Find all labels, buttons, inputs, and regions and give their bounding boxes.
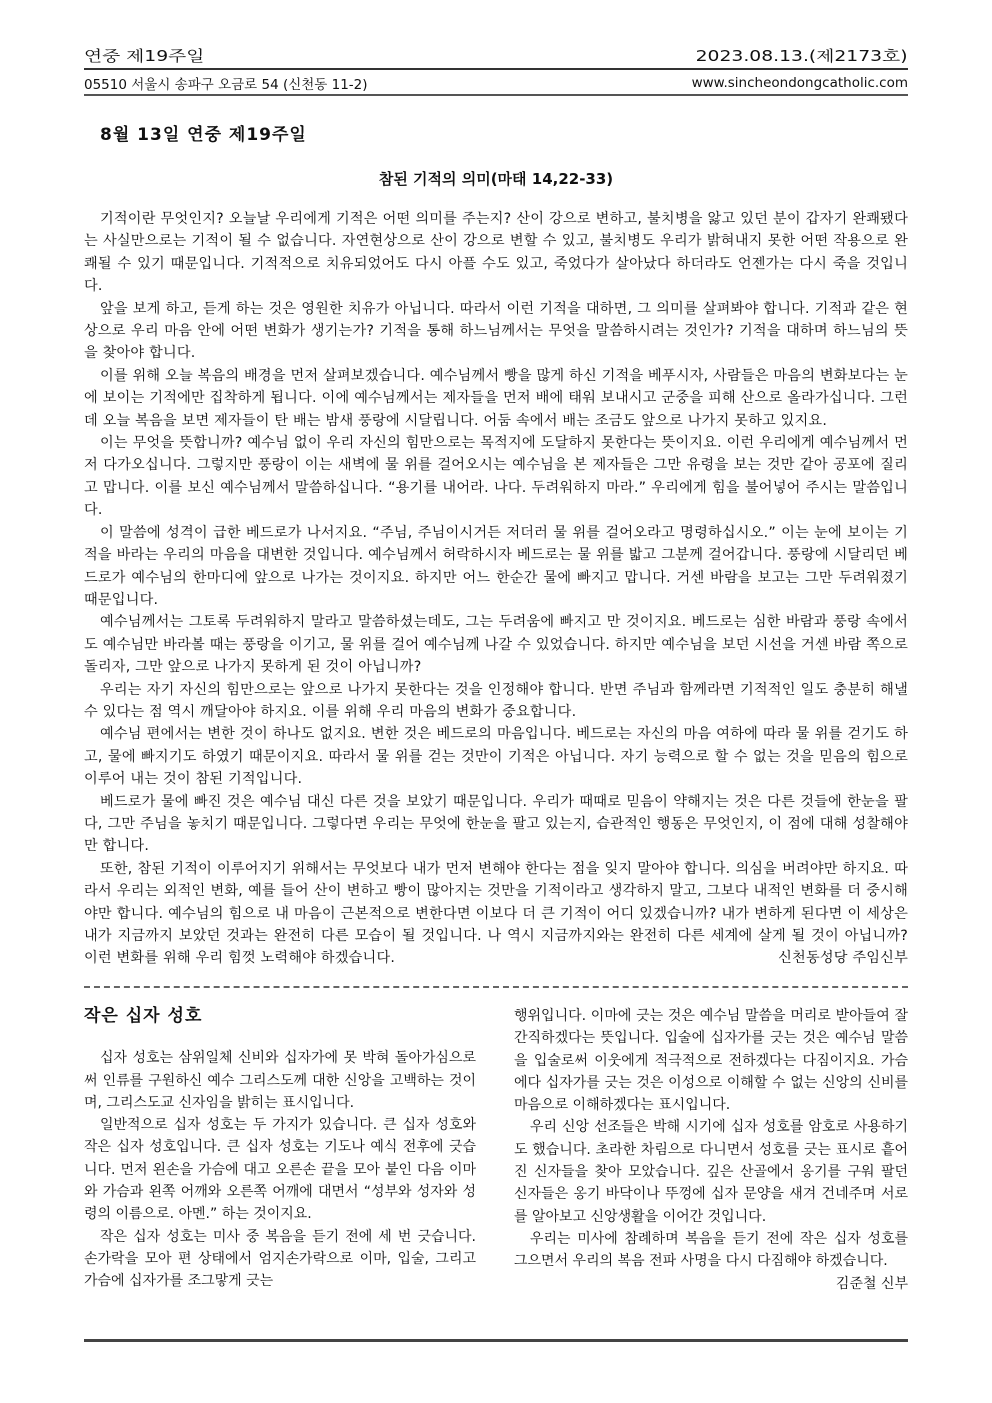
bottom-rule (84, 1339, 908, 1342)
section-paragraph: 행위입니다. 이마에 긋는 것은 예수님 말씀을 머리로 받아들여 잘 간직하겠다는 뜻입니다. 입술에 십자가를 긋는 것은 예수님 말씀을 입술로써 이웃에게 적극적으로 전하겠다는 다짐이지요. 가슴에다 십자가를 긋는 것은 이성으로 이해할 수 없는 신앙의 신비를 마음으로 이해하겠다는 표시입니다. (514, 1008, 908, 1114)
section-paragraph (514, 1228, 908, 1292)
section-paragraph: 십자 성호는 삼위일체 신비와 십자가에 못 박혀 돌아가심으로써 인류를 구원하신 예수 그리스도께 대한 신앙을 고백하는 것이며, 그리스도교 신자임을 밝히는 표시입니다. (84, 1050, 476, 1111)
article-paragraph: 예수님께서는 그토록 두려워하지 말라고 말씀하셨는데도, 그는 두려움에 빠지고 만 것이지요. 베드로는 심한 바람과 풍랑 속에서도 예수님만 바라볼 때는 풍랑을 이기고, 물 위를 걸어 예수님께 나갈 수 있었습니다. 하지만 예수님을 보던 시선을 거센 바람 쪽으로 돌리자, 그만 앞으로 나가지 못하게 된 것이 아닙니까? (84, 614, 908, 676)
article-subtitle: 참된 기적의 의미(마태 14,22-33) (378, 170, 614, 188)
section-paragraph-text: 우리는 미사에 참례하며 복음을 듣기 전에 작은 십자 성호를 그으면서 우리의 복음 전파 사명을 다시 다짐해야 하겠습니다. (514, 1230, 908, 1270)
article-paragraph: 이를 위해 오늘 복음의 배경을 먼저 살펴보겠습니다. 예수님께서 빵을 많게 하신 기적을 베푸시자, 사람들은 마음의 변화보다는 눈에 보이는 기적에만 집착하게 됩니다. 이에 예수님께서는 제자들을 먼저 배에 태워 보내시고 군중을 피해 산으로 올라가십니다. 그런데 오늘 복음을 보면 제자들이 탄 배는 밤새 풍랑에 시달립니다. 어둠 속에서 배는 조금도 앞으로 나가지 못하고 있지요. (84, 367, 908, 429)
article-paragraph: 또한, 참된 기적이 이루어지기 위해서는 무엇보다 내가 먼저 변해야 한다는 점을 잊지 말아야 합니다. 의심을 버려야만 하지요. 따라서 우리는 외적인 변화, 예를 들어 산이 변하고 빵이 많아지는 것만을 기적이라고 생각하지 말고, 그보다 내적인 변화를 더 중시해야만 합니다. 예수님의 힘으로 내 마음이 근본적으로 변한다면 이보다 더 큰 기적이 어디 있겠습니까? 내가 변하게 된다면 이 세상은 내가 지금까지 보았던 것과는 완전히 다른 모습이 될 것입니다. 나 역시 지금까지와는 완전히 다른 세계에 살게 될 것이 아닙니까? 이런 변화를 위해 우리 힘껏 노력해야 하겠습니다. (84, 860, 908, 967)
issue-date: 2023.08.13.(제2173호) (696, 47, 908, 65)
sign-of-cross-left-column (84, 1005, 476, 1293)
article-paragraph: 예수님 편에서는 변한 것이 하나도 없지요. 변한 것은 베드로의 마음입니다. 베드로는 자신의 마음 여하에 따라 물 위를 걷기도 하고, 물에 빠지기도 하였기 때문이지요. 따라서 물 위를 걷는 것만이 기적은 아닙니다. 자기 능력으로 할 수 없는 것을 믿음의 힘으로 이루어 내는 것이 참된 기적입니다. (84, 726, 908, 788)
article-paragraph: 베드로가 물에 빠진 것은 예수님 대신 다른 것을 보았기 때문입니다. 우리가 때때로 믿음이 약해지는 것은 다른 것들에 한눈을 팔다, 그만 주님을 놓치기 때문입니다. 그렇다면 우리는 무엇에 한눈을 팔고 있는지, 습관적인 행동은 무엇인지, 이 점에 대해 성찰해야만 합니다. (84, 793, 908, 855)
church-address: 05510 서울시 송파구 오금로 54 (신천동 11-2) (84, 77, 368, 93)
section-title: 작은 십자 성호 (84, 1006, 203, 1026)
section-divider (84, 986, 908, 988)
article-paragraph: 이는 무엇을 뜻합니까? 예수님 없이 우리 자신의 힘만으로는 목적지에 도달하지 못한다는 뜻이지요. 이런 우리에게 예수님께서 먼저 다가오십니다. 그렇지만 풍랑이 이는 새벽에 물 위를 걸어오시는 예수님을 본 제자들은 그만 유령을 보는 것만 같아 공포에 질리고 맙니다. 이를 보신 예수님께서 말씀하십니다. “용기를 내어라. 나다. 두려워하지 마라.” 우리에게 힘을 불어넣어 주시는 말씀입니다. (84, 435, 908, 519)
website-link[interactable]: www.sincheondongcatholic.com (691, 75, 908, 91)
address-bar (84, 72, 908, 96)
page-title: 8월 13일 연중 제19주일 (100, 125, 307, 145)
sign-of-cross-right-column (514, 1005, 908, 1295)
article-paragraph: 이 말씀에 성격이 급한 베드로가 나서지요. “주님, 주님이시거든 저더러 물 위를 걸어오라고 명령하십시오.” 이는 눈에 보이는 기적을 바라는 우리의 마음을 대변한 것입니다. 예수님께서 허락하시자 베드로는 물 위를 밟고 그분께 걸어갑니다. 풍랑에 시달리던 베드로가 예수님의 한마디에 앞으로 나가는 것이지요. 하지만 어느 한순간 물에 빠지고 맙니다. 거센 바람을 보고는 그만 두려워졌기 때문입니다. (84, 524, 908, 608)
article-paragraph: 앞을 보게 하고, 듣게 하는 것은 영원한 치유가 아닙니다. 따라서 이런 기적을 대하면, 그 의미를 살펴봐야 합니다. 기적과 같은 현상으로 우리 마음 안에 어떤 변화가 생기는가? 기적을 통해 하느님께서는 무엇을 말씀하시려는 것인가? 기적을 대하며 하느님의 뜻을 찾아야 합니다. (84, 300, 908, 362)
homily-article (84, 208, 908, 970)
masthead (84, 42, 908, 70)
article-paragraph: 우리는 자기 자신의 힘만으로는 앞으로 나가지 못한다는 것을 인정해야 합니다. 반면 주님과 함께라면 기적적인 일도 충분히 해낼 수 있다는 점 역시 깨달아야 하지요. 이를 위해 우리 마음의 변화가 중요합니다. (84, 681, 908, 720)
article-signature: 신천동성당 주임신부 (778, 950, 908, 967)
section-paragraph: 우리 신앙 선조들은 박해 시기에 십자 성호를 암호로 사용하기도 했습니다. 초라한 차림으로 다니면서 성호를 긋는 표시로 흩어진 신자들을 찾아 모았습니다. 깊은 산골에서 옹기를 구워 팔던 신자들은 옹기 바닥이나 뚜껑에 십자 문양을 새겨 건네주며 서로를 알아보고 신앙생활을 이어간 것입니다. (514, 1119, 908, 1225)
section-paragraph: 작은 십자 성호는 미사 중 복음을 듣기 전에 세 번 긋습니다. 손가락을 모아 편 상태에서 엄지손가락으로 이마, 입술, 그리고 가슴에 십자가를 조그맣게 긋는 (84, 1228, 476, 1290)
issue-label: 연중 제19주일 (84, 47, 205, 65)
section-signature: 김준철 신부 (835, 1275, 908, 1292)
section-paragraph: 일반적으로 십자 성호는 두 가지가 있습니다. 큰 십자 성호와 작은 십자 성호입니다. 큰 십자 성호는 기도나 예식 전후에 긋습니다. 먼저 왼손을 가슴에 대고 오른손 끝을 모아 붙인 다음 이마와 가슴과 왼쪽 어깨와 오른쪽 어깨에 대면서 “성부와 성자와 성령의 이름으로. 아멘.” 하는 것이지요. (84, 1117, 476, 1223)
article-paragraph: 기적이란 무엇인지? 오늘날 우리에게 기적은 어떤 의미를 주는지? 산이 강으로 변하고, 불치병을 앓고 있던 분이 갑자기 완쾌됐다는 사실만으로는 기적이 될 수 없습니다. 자연현상으로 산이 강으로 변할 수 있고, 불치병도 우리가 밝혀내지 못한 어떤 작용으로 완쾌될 수 있기 때문입니다. 기적적으로 치유되었어도 다시 아플 수도 있고, 죽었다가 살아났다 하더라도 언젠가는 다시 죽을 것입니다. (84, 211, 908, 295)
